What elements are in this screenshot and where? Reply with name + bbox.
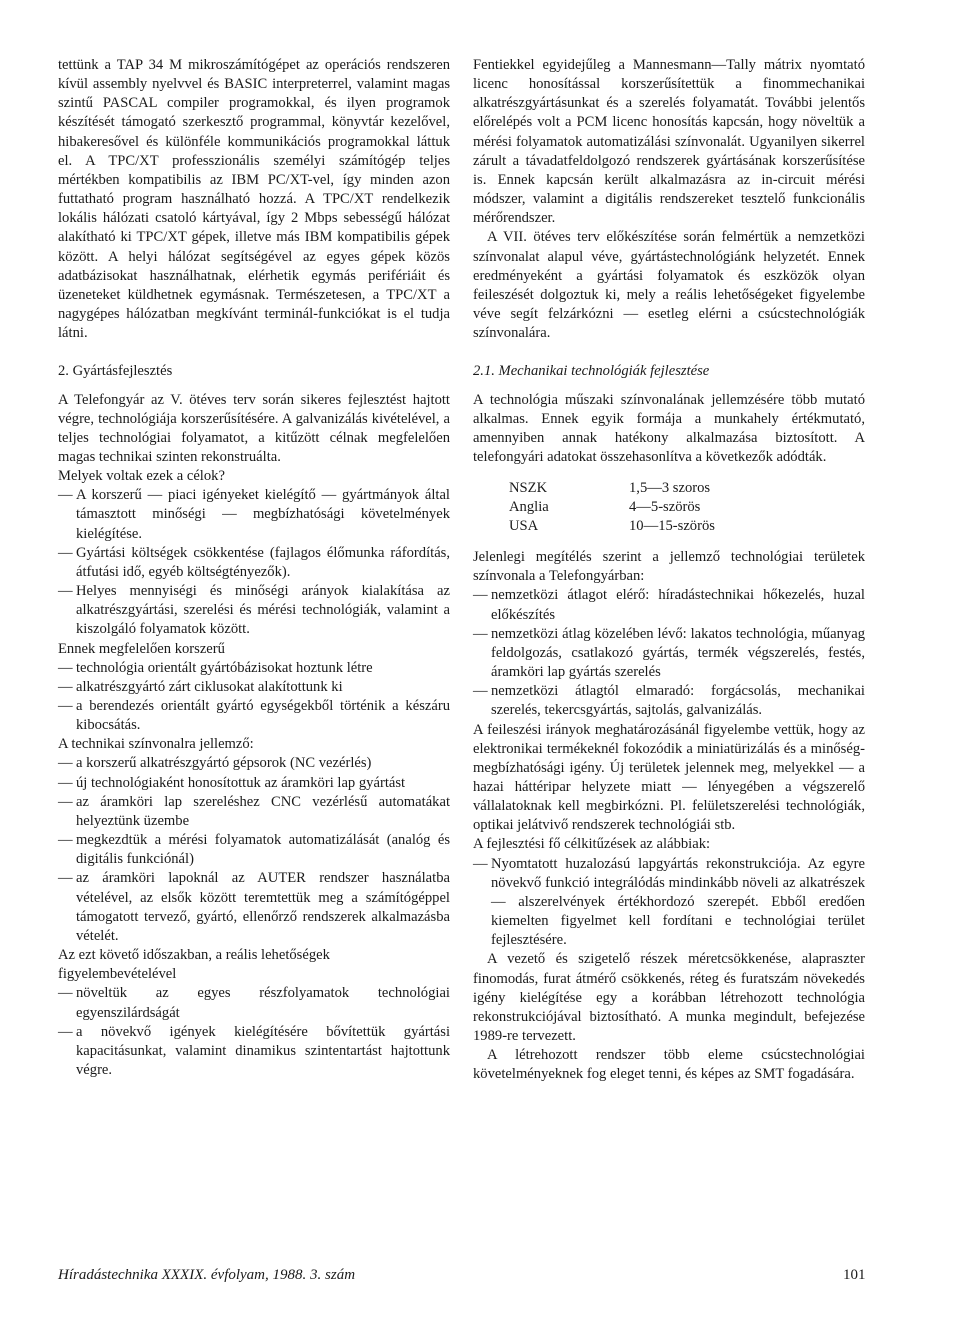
list-item-text: technológia orientált gyártóbázisokat hoztunk létre bbox=[76, 659, 373, 676]
dash-mark: — bbox=[58, 774, 73, 791]
list-item-text: nemzetközi átlagtól elmaradó: forgácsolás, mechanikai szerelés, tekercsgyártás, sajtolás, galvanizálás. bbox=[491, 683, 865, 719]
list-item bbox=[58, 544, 450, 582]
list-item bbox=[473, 855, 865, 951]
list-item bbox=[58, 984, 450, 1022]
dash-mark: — bbox=[58, 832, 73, 849]
footer-journal-title: Híradástechnika XXXIX. évfolyam, 1988. 3. szám bbox=[58, 1267, 356, 1283]
list-item-text: növeltük az egyes részfolyamatok technológiai egyenszilárdságát bbox=[76, 985, 450, 1021]
dash-mark: — bbox=[58, 755, 73, 772]
list-item-text: nemzetközi átlag közelében lévő: lakatos technológia, műanyag feldolgozás, csatlakozó gyártás, termék végszerelés, festés, áramköri lap gyártás szerelés bbox=[491, 625, 865, 681]
paragraph: A Telefongyár az V. ötéves terv során sikeres fejlesztést hajtott végre, technológiája korszerűsítésére. A galvanizálás kivételével, a teljes technológiai folyamatot, a kitűzött célnak megfelelően magas technikai szinten rekonstruálta. bbox=[58, 391, 450, 465]
list-item bbox=[58, 486, 450, 543]
paragraph: tettünk a TAP 34 M mikroszámítógépet az operációs rendszeren kívül assembly nyelvvel és BASIC interpreterrel, valamint magas szintű PASCAL compiler programokkal, és ilyen programok készítését támogató szerkesztő programmal, könyvtár kezelővel, hibakeresővel és különféle kommunikációs programokkal láttuk el. A TPC/XT professzionális személyi számítógép teljes mértékben kompatibilis az IBM PC/XT-vel, így minden azon futtatható program használható hozzá. A TPC/XT rendelkezik lokális hálózati csatoló kártyával, így 2 Mbps sebességű hálózat alakítható ki TPC/XT gépek, illetve más IBM kompatibilis gépek között. A helyi hálózat segítségével az egyes gépek közös adatbázisokat használhatnak, elérhetik egymás perifériáit és üzeneteket küldhetnek egymásnak. Természetesen, a TPC/XT a nagygépes hálózatban megkívánt terminál-funkciókat is el tudja látni. bbox=[58, 57, 450, 342]
list-item bbox=[58, 1023, 450, 1080]
paragraph: Fentiekkel egyidejűleg a Mannesmann—Tally mátrix nyomtató licenc honosítással korszerűsítettük a finommechanikai alkatrészgyártásunkat és a szerelés folyamatát. További jelentős előrelépés volt a PCM licenc honosítás kapcsán, hogy növeltük a mérési folyamatok automatizálási színvonalát. Ugyanilyen sikerrel zárult a távadatfeldolgozó rendszerek gyártásának korszerűsítése is. Ennek kapcsán került alkalmazásra az in-circuit mérési módszer, valamint a digitális rendszereket tesztelő funkcionális mérőrendszer. bbox=[473, 57, 865, 227]
list-item bbox=[473, 586, 865, 624]
left-column bbox=[58, 56, 450, 1080]
country-cell: NSZK bbox=[509, 480, 548, 497]
paragraph: A feileszési irányok meghatározásánál figyelembe vettük, hogy az elektronikai termékeknél fokozódik a miniatürizálás és a minőség-megbízhatósági igény. Új területek jelennek meg, melyekkel — a hazai háttéripar helyzete miatt — lényegében a végszerelő vállalatoknak kell megbirkózni. Pl. felületszerelési technológiák, optikai jelátvivő rendszerek technológiái stb. bbox=[473, 721, 865, 834]
list-item-text: Nyomtatott huzalozású lapgyártás rekonstrukciója. Az egyre növekvő funkció integrálódás mindinkább növeli az alkatrészek — alszerelvények értékhordozó szerepét. Ebből eredően kiemelten figyelmet kell fordítani e technológiai terület fejlesztésére. bbox=[491, 855, 865, 949]
table-row bbox=[509, 517, 715, 536]
dash-mark: — bbox=[58, 985, 73, 1002]
paragraph: A létrehozott rendszer több eleme csúcstechnológiai követelményeknek fog eleget tenni, és képes az SMT fogadására. bbox=[473, 1047, 865, 1083]
list-item bbox=[58, 582, 450, 639]
list-item-text: a berendezés orientált gyártó egységekből történik a készáru kibocsátás. bbox=[76, 698, 450, 734]
paragraph: A VII. ötéves terv előkészítése során felmértük a nemzetközi színvonalat alapul véve, gyártástechnológiánk helyzetét. Ennek eredményeként a gyártási folyamatok és eszközök olyan feileszését dolgoztuk ki, mely a reális lehetőségeket figyelembe véve segít felzárkózni — esetleg elérni a csúcstechnológiák színvonalára. bbox=[473, 229, 865, 342]
list-item-text: megkezdtük a mérési folyamatok automatizálását (analóg és digitális funkciónál) bbox=[76, 832, 450, 868]
list-item-text: a növekvő igények kielégítésére bővítettük gyártási kapacitásunkat, valamint dinamikus szintentartást hajtottunk végre. bbox=[76, 1023, 450, 1078]
subsection-heading: 2.1. Mechanikai technológiák fejlesztése bbox=[473, 363, 710, 380]
paragraph: Az ezt követő időszakban, a reális lehetőségek figyelembevételével bbox=[58, 947, 330, 983]
dash-mark: — bbox=[58, 1023, 73, 1040]
list-item bbox=[58, 754, 450, 773]
country-cell: USA bbox=[509, 518, 539, 535]
dash-mark: — bbox=[58, 870, 73, 887]
section-heading: 2. Gyártásfejlesztés bbox=[58, 363, 173, 380]
paragraph: A fejlesztési fő célkitűzések az alábbiak: bbox=[473, 836, 711, 853]
dash-mark: — bbox=[473, 625, 488, 642]
list-item bbox=[58, 659, 450, 678]
paragraph: Jelenlegi megítélés szerint a jellemző technológiai területek színvonala a Telefongyárban: bbox=[473, 549, 865, 585]
value-cell: 4—5-szörös bbox=[629, 499, 701, 516]
list-item-text: új technológiaként honosítottuk az áramköri lap gyártást bbox=[76, 774, 406, 791]
paragraph: A technológia műszaki színvonalának jellemzésére több mutató alkalmas. Ennek egyik formája a munkahely értékmutató, amennyiben annak hatékony alkalmazása biztosított. A telefongyári adatokat összehasonlítva a következők adódták. bbox=[473, 391, 865, 465]
list-item-text: Helyes mennyiségi és minőségi arányok kialakítása az alkatrészgyártási, szerelési és mérési technológiák, valamint a kiszolgáló folyamatok között. bbox=[76, 583, 450, 638]
dash-mark: — bbox=[473, 855, 488, 872]
list-item bbox=[58, 869, 450, 946]
table-row bbox=[509, 498, 715, 517]
dash-mark: — bbox=[58, 583, 73, 600]
list-item bbox=[58, 831, 450, 869]
dash-mark: — bbox=[58, 659, 73, 676]
list-item bbox=[58, 793, 450, 831]
list-item bbox=[58, 697, 450, 735]
list-item bbox=[473, 625, 865, 682]
list-item-text: alkatrészgyártó zárt ciklusokat alakítottunk ki bbox=[76, 678, 343, 695]
list-item-text: az áramköri lap szereléshez CNC vezérlésű automatákat helyeztünk üzembe bbox=[76, 793, 450, 829]
dash-mark: — bbox=[58, 793, 73, 810]
list-item bbox=[58, 774, 450, 793]
dash-mark: — bbox=[58, 544, 73, 561]
country-cell: Anglia bbox=[509, 499, 549, 516]
dash-mark: — bbox=[58, 487, 73, 504]
list-item-text: Gyártási költségek csökkentése (fajlagos élőmunka ráfordítás, átfutási idő, egyéb költségtényezők). bbox=[76, 544, 450, 580]
list-item bbox=[58, 678, 450, 697]
paragraph: A technikai színvonalra jellemző: bbox=[58, 736, 254, 753]
paragraph: Melyek voltak ezek a célok? bbox=[58, 468, 225, 485]
list-item-text: a korszerű alkatrészgyártó gépsorok (NC vezérlés) bbox=[76, 755, 372, 772]
table-row bbox=[509, 479, 715, 498]
dash-mark: — bbox=[58, 678, 73, 695]
list-item-text: A korszerű — piaci igényeket kielégítő — gyártmányok által támasztott minőségi — megbízhatósági követelmények kielégítése. bbox=[76, 487, 450, 542]
list-item-text: az áramköri lapoknál az AUTER rendszer használatba vételével, az elsők között teremtettük meg a számítógéppel támogatott tervező, gyártó, ellenőrző rendszerek alkalmazásba vételét. bbox=[76, 870, 450, 944]
paragraph: Ennek megfelelően korszerű bbox=[58, 640, 225, 657]
dash-mark: — bbox=[473, 587, 488, 604]
list-item-text: nemzetközi átlagot elérő: híradástechnikai hőkezelés, huzal előkészítés bbox=[491, 587, 865, 623]
paragraph: A vezető és szigetelő részek méretcsökkenése, alapraszter finomodás, furat átmérő csökkenés, réteg és furatszám növekedés igény kielégítése egy a korábban létrehozott technológia rekonstrukciójával biztosítható. A munka megindult, befejezése 1989-re tervezett. bbox=[473, 951, 865, 1045]
value-cell: 1,5—3 szoros bbox=[629, 480, 711, 497]
right-column bbox=[473, 56, 865, 1085]
page-number: 101 bbox=[843, 1267, 866, 1283]
list-item bbox=[473, 682, 865, 720]
dash-mark: — bbox=[473, 683, 488, 700]
value-cell: 10—15-szörös bbox=[629, 518, 715, 535]
comparison-table bbox=[509, 479, 715, 536]
dash-mark: — bbox=[58, 698, 73, 714]
